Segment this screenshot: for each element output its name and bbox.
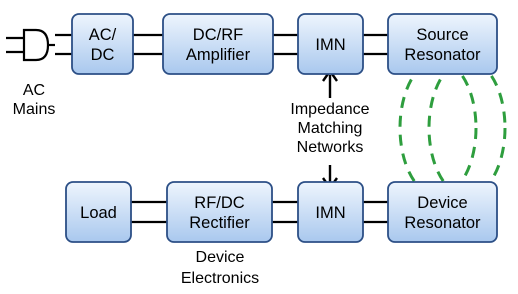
impedance-matching-networks-label-line: Networks (296, 139, 364, 156)
ac-mains-label (13, 82, 56, 118)
device-resonator-block (388, 182, 497, 242)
ac-plug-icon (6, 30, 55, 60)
source-resonator-block-label-line: Resonator (404, 46, 481, 64)
dc-rf-amplifier-block-label-line: Amplifier (185, 46, 251, 64)
rf-dc-rectifier-block (167, 182, 272, 242)
impedance-matching-networks-label (290, 101, 369, 156)
ac-dc-block (72, 14, 133, 74)
load-block-label-line: Load (80, 204, 117, 222)
imn-top-block-label-line: IMN (315, 36, 346, 54)
ac-mains-label-line: AC (22, 82, 46, 99)
ac-dc-block-label-line: AC/ (88, 26, 117, 44)
device-electronics-label (181, 249, 259, 287)
magnetic-coupling-icon (400, 60, 505, 196)
imn-bottom-block-label-line: IMN (315, 204, 346, 222)
device-electronics-label-line: Electronics (180, 270, 260, 287)
load-block (66, 182, 131, 242)
rf-dc-rectifier-block-label-line: Rectifier (189, 214, 250, 232)
dc-rf-amplifier-block (163, 14, 273, 74)
ac-dc-block-box (72, 14, 133, 74)
impedance-matching-networks-label-line: Matching (297, 120, 363, 137)
dc-rf-amplifier-block-label-line: DC/RF (192, 26, 244, 44)
device-electronics-label-line: Device (195, 249, 245, 266)
impedance-matching-networks-label-line: Impedance (290, 101, 370, 118)
device-resonator-block-label-line: Device (417, 194, 468, 212)
device-resonator-block-box (388, 182, 497, 242)
dc-rf-amplifier-block-box (163, 14, 273, 74)
source-resonator-block-label-line: Source (416, 26, 469, 44)
source-resonator-block (388, 14, 497, 74)
imn-bottom-block (298, 182, 363, 242)
source-resonator-block-box (388, 14, 497, 74)
rf-dc-rectifier-block-label-line: RF/DC (194, 194, 245, 212)
ac-mains-label-line: Mains (12, 101, 56, 118)
ac-dc-block-label-line: DC (90, 46, 115, 64)
device-resonator-block-label-line: Resonator (404, 214, 481, 232)
imn-top-block (298, 14, 363, 74)
rf-dc-rectifier-block-box (167, 182, 272, 242)
